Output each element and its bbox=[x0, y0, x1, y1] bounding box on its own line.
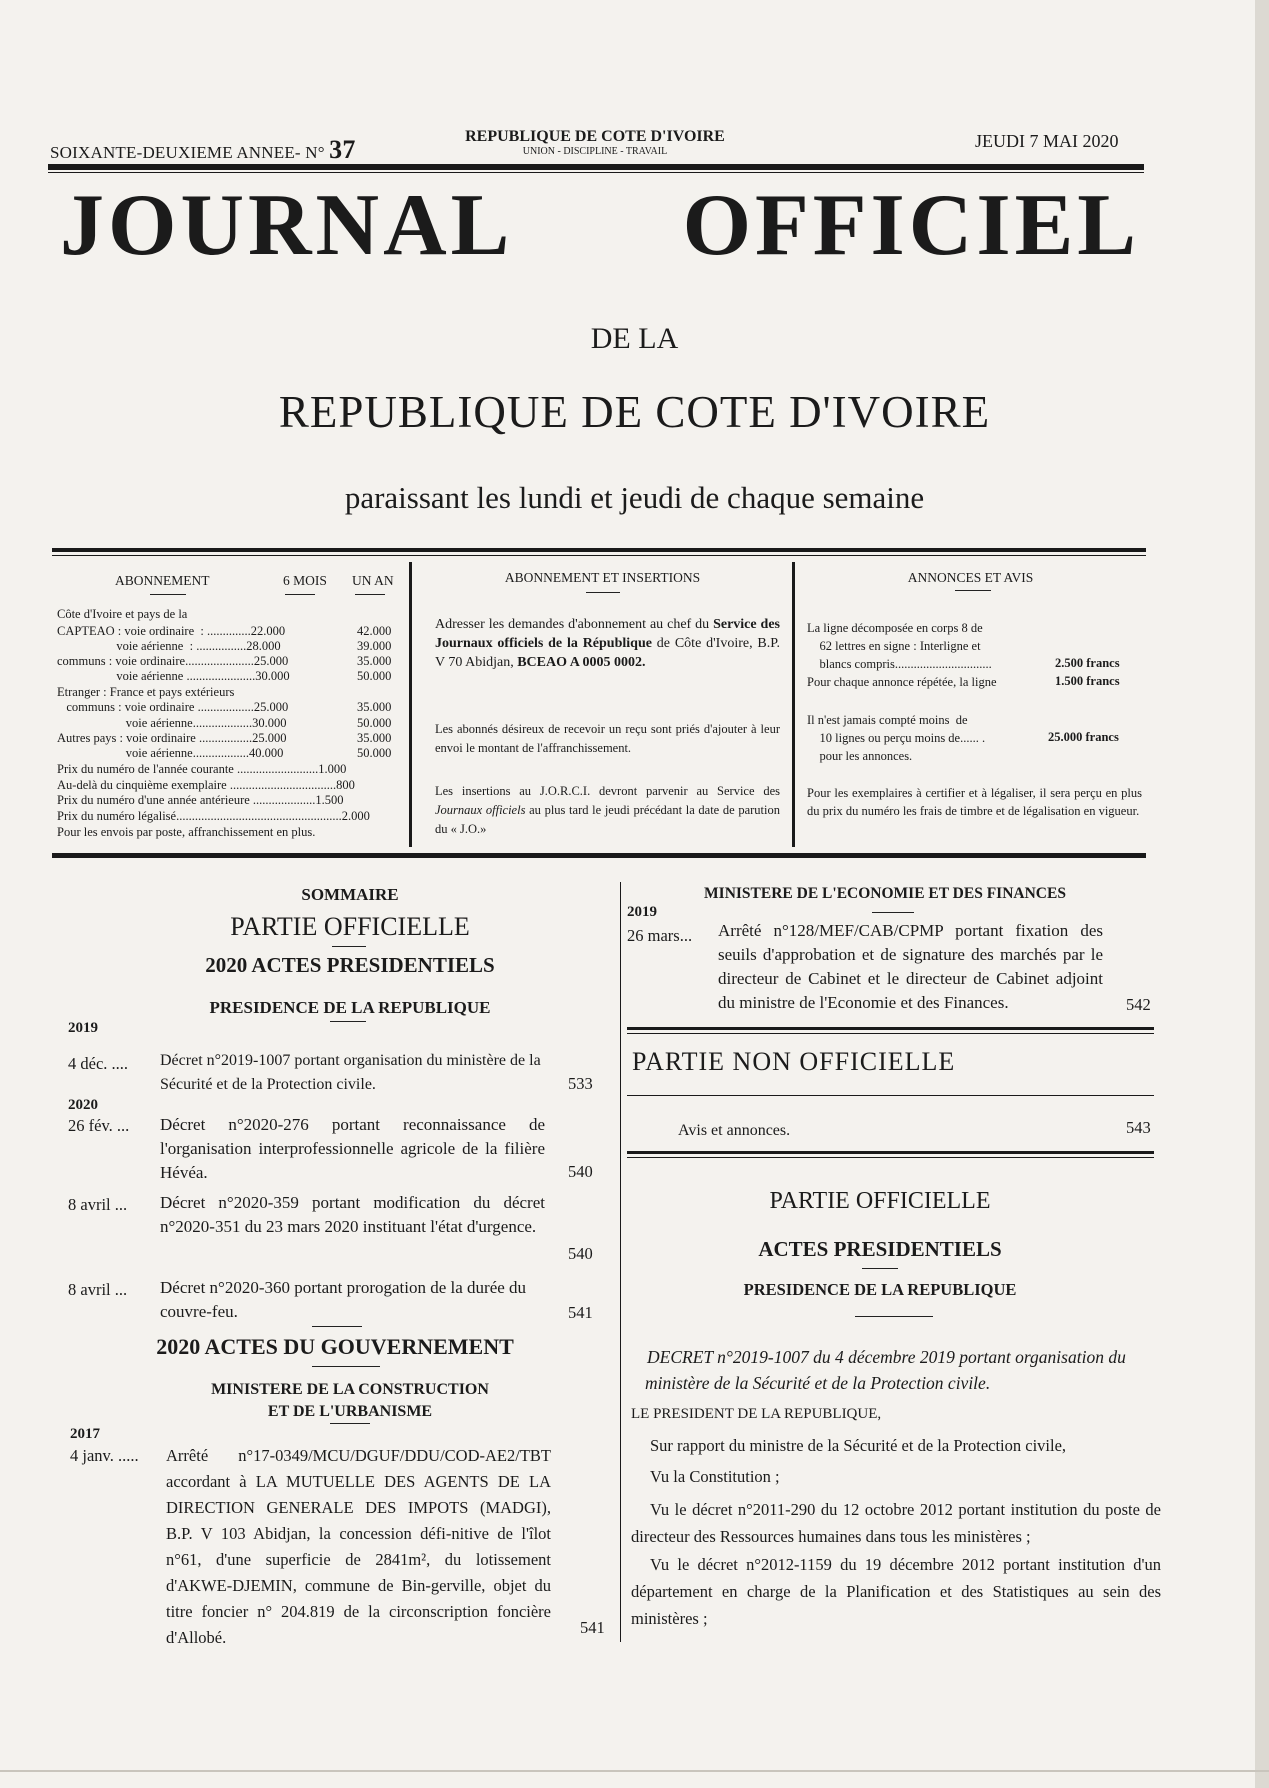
masthead-de-la: DE LA bbox=[590, 322, 679, 355]
subscription-row-label: Prix du numéro d'une année antérieure ....................1.500 bbox=[57, 793, 344, 807]
ministry-economy: MINISTERE DE L'ECONOMIE ET DES FINANCES bbox=[704, 885, 1066, 902]
annonces-l3-price: 2.500 francs bbox=[1055, 656, 1120, 670]
edition-line bbox=[50, 135, 356, 165]
annonces-l5: Il n'est jamais compté moins de bbox=[807, 713, 968, 727]
insertions-p1-a: Adresser les demandes d'abonnement au chef du bbox=[435, 617, 714, 632]
subscription-6m-underline bbox=[285, 594, 315, 595]
right-partie-officielle: PARTIE OFFICIELLE bbox=[769, 1188, 991, 1214]
insertions-p1 bbox=[435, 615, 780, 672]
subscription-row bbox=[57, 716, 402, 730]
entry-page: 540 bbox=[568, 1244, 593, 1263]
entry-date: 8 avril ... bbox=[68, 1280, 128, 1299]
subscription-header: ABONNEMENT bbox=[115, 573, 210, 588]
page-edge bbox=[1255, 0, 1269, 1788]
subscription-row-label: voie aérienne ......................30.000 bbox=[57, 669, 290, 683]
annonces-l6: 10 lignes ou perçu moins de...... . bbox=[807, 731, 986, 745]
subscription-row-year-value: 50.000 bbox=[357, 746, 392, 760]
insertions-p3-a: Les insertions au J.O.R.C.I. devront parvenir au Service des bbox=[435, 784, 780, 798]
insertions-p1-b: Service des Journaux officiels de la République bbox=[435, 617, 780, 651]
box-bottom-rule bbox=[52, 853, 1146, 858]
insertions-p1-d: BCEAO A 0005 0002. bbox=[517, 655, 646, 670]
sommaire-partie: PARTIE OFFICIELLE bbox=[230, 912, 470, 941]
body-para: Vu la Constitution ; bbox=[650, 1467, 780, 1486]
masthead-title: JOURNAL OFFICIEL bbox=[60, 177, 1140, 274]
subscription-row-year-value: 42.000 bbox=[357, 624, 392, 638]
annonces-l8: Pour les exemplaires à certifier et à légaliser, il sera perçu en plus du prix du numéro les frais de timbre et de légalisation en vigueur. bbox=[807, 786, 1142, 818]
right-actes-underline bbox=[862, 1268, 898, 1269]
header-rule-thick bbox=[48, 164, 1144, 170]
year-label: 2019 bbox=[68, 1020, 98, 1036]
entry-date: 4 déc. .... bbox=[68, 1054, 129, 1073]
entry-date: 8 avril ... bbox=[68, 1195, 128, 1214]
annonces-l7: pour les annonces. bbox=[807, 749, 913, 763]
subscription-row-label: Autres pays : voie ordinaire .................25.000 bbox=[57, 731, 287, 745]
sommaire-actes: 2020 ACTES PRESIDENTIELS bbox=[205, 953, 495, 977]
subscription-row bbox=[57, 762, 402, 776]
body-para: Vu le décret n°2011-290 du 12 octobre 2012 portant institution du poste de directeur des Ressources humaines dans tous les ministères ; bbox=[631, 1500, 1161, 1546]
entry-text: Décret n°2020-276 portant reconnaissance de l'organisation interprofessionnelle agricole de la filière Hévéa. bbox=[160, 1115, 545, 1182]
subscription-row bbox=[57, 669, 402, 683]
subscription-row bbox=[57, 793, 402, 807]
entry-date: 26 fév. ... bbox=[68, 1116, 130, 1135]
subscription-row bbox=[57, 639, 402, 653]
subscription-row-label: Au-delà du cinquième exemplaire ..................................800 bbox=[57, 778, 355, 792]
header-rule-thin bbox=[48, 172, 1144, 173]
insertions-p1-c: de Côte d'Ivoire, B.P. V 70 Abidjan, bbox=[435, 636, 780, 670]
subscription-row-label: Prix du numéro de l'année courante ..........................1.000 bbox=[57, 762, 347, 776]
annonces-l3: blancs compris............................... bbox=[807, 657, 992, 671]
year-label: 2019 bbox=[627, 904, 657, 920]
subscription-row bbox=[57, 624, 402, 638]
masthead-country: REPUBLIQUE DE COTE D'IVOIRE bbox=[278, 387, 991, 437]
subscription-row bbox=[57, 700, 402, 714]
subscription-row-label: Pour les envois par poste, affranchissement en plus. bbox=[57, 825, 316, 839]
subscription-header-1y: UN AN bbox=[352, 573, 394, 588]
edition-number: 37 bbox=[329, 135, 356, 164]
entry-page: 542 bbox=[1126, 995, 1151, 1014]
non-off-rule-bottom bbox=[627, 1151, 1154, 1154]
subscription-row bbox=[57, 809, 402, 823]
box-divider-2 bbox=[792, 562, 795, 847]
edition-prefix: SOIXANTE-DEUXIEME ANNEE- N° bbox=[50, 143, 325, 162]
entry-page: 533 bbox=[568, 1074, 593, 1093]
subscription-row-label: communs : voie ordinaire......................25.000 bbox=[57, 654, 289, 668]
entry-date: 26 mars... bbox=[627, 926, 693, 945]
insertions-p3-b: Journaux officiels bbox=[435, 803, 526, 817]
insertions-header: ABONNEMENT ET INSERTIONS bbox=[504, 570, 701, 585]
subscription-row-label: voie aérienne...................30.000 bbox=[57, 716, 287, 730]
entry-underline bbox=[312, 1326, 362, 1327]
right-actes: ACTES PRESIDENTIELS bbox=[758, 1237, 1002, 1261]
subscription-row-label: CAPTEAO : voie ordinaire : ..............22.000 bbox=[57, 624, 286, 638]
subscription-1y-underline bbox=[355, 594, 385, 595]
entry-page: 540 bbox=[568, 1162, 593, 1181]
subscription-row bbox=[57, 825, 402, 839]
annonces-header: ANNONCES ET AVIS bbox=[907, 570, 1034, 585]
year-label: 2017 bbox=[70, 1426, 100, 1442]
subscription-header-6m: 6 MOIS bbox=[283, 573, 327, 588]
entry-text: Décret n°2020-360 portant prorogation de la durée du couvre-feu. bbox=[160, 1278, 527, 1321]
subscription-row-year-value: 50.000 bbox=[357, 669, 392, 683]
column-divider bbox=[620, 882, 621, 1642]
subscription-row-label: Côte d'Ivoire et pays de la bbox=[57, 607, 188, 621]
right-presidence: PRESIDENCE DE LA REPUBLIQUE bbox=[743, 1280, 1017, 1299]
subscription-row-label: communs : voie ordinaire ..................25.000 bbox=[57, 700, 289, 714]
body-para: Sur rapport du ministre de la Sécurité et de la Protection civile, bbox=[650, 1436, 1067, 1455]
partie-non-officielle: PARTIE NON OFFICIELLE bbox=[632, 1047, 956, 1076]
subscription-row-label: Prix du numéro légalisé.....................................................2.000 bbox=[57, 809, 370, 823]
subscription-row-label: voie aérienne : ................28.000 bbox=[57, 639, 281, 653]
subscription-row bbox=[57, 731, 402, 745]
subscription-row bbox=[57, 654, 402, 668]
gouvernement-title: 2020 ACTES DU GOUVERNEMENT bbox=[156, 1334, 514, 1359]
non-off-rule-mid bbox=[627, 1095, 1154, 1096]
subscription-row-year-value: 39.000 bbox=[357, 639, 392, 653]
masthead-frequency: paraissant les lundi et jeudi de chaque semaine bbox=[344, 480, 925, 515]
gouvernement-underline bbox=[312, 1366, 380, 1367]
republic-name: REPUBLIQUE DE COTE D'IVOIRE bbox=[465, 128, 725, 145]
insertions-p3 bbox=[435, 782, 780, 839]
entry-page: 541 bbox=[580, 1618, 605, 1637]
entry-text: Décret n°2019-1007 portant organisation du ministère de la Sécurité et de la Protection civile. bbox=[160, 1052, 541, 1093]
non-off-rule-bottom-thin bbox=[627, 1157, 1154, 1158]
entry-text: Arrêté n°128/MEF/CAB/CPMP portant fixation des seuils d'approbation et de signature des marchés par le directeur de Cabinet et le directeur de Cabinet adjoint du ministre de l'Economie et des Finances. bbox=[718, 921, 1103, 1012]
page-bottom-edge bbox=[0, 1770, 1269, 1772]
annonces-l4-price: 1.500 francs bbox=[1055, 674, 1120, 688]
right-presidence-underline bbox=[855, 1316, 933, 1317]
year-label: 2020 bbox=[68, 1097, 98, 1113]
subscription-row-label: voie aérienne..................40.000 bbox=[57, 746, 284, 760]
annonces-header-underline bbox=[955, 590, 991, 591]
subscription-header-underline bbox=[150, 594, 186, 595]
subscription-row-year-value: 35.000 bbox=[357, 654, 392, 668]
box-top-rule-thin bbox=[52, 555, 1146, 556]
sommaire-title: SOMMAIRE bbox=[301, 885, 399, 904]
decret-title: DECRET n°2019-1007 du 4 décembre 2019 portant organisation du ministère de la Sécurité et de la Protection civile. bbox=[645, 1347, 1126, 1393]
entry-text: Décret n°2020-359 portant modification du décret n°2020-351 du 23 mars 2020 instituant l'état d'urgence. bbox=[160, 1193, 545, 1236]
ministry-economy-underline bbox=[872, 912, 914, 913]
entry-page: 541 bbox=[568, 1303, 593, 1322]
non-off-rule-top bbox=[627, 1027, 1154, 1030]
issue-date: JEUDI 7 MAI 2020 bbox=[975, 131, 1119, 151]
annonces-l4: Pour chaque annonce répétée, la ligne bbox=[807, 675, 997, 689]
subscription-row bbox=[57, 778, 402, 792]
le-president: LE PRESIDENT DE LA REPUBLIQUE, bbox=[631, 1406, 882, 1422]
annonces-l1: La ligne décomposée en corps 8 de bbox=[807, 621, 983, 635]
subscription-row-label: Etranger : France et pays extérieurs bbox=[57, 685, 235, 699]
box-top-rule bbox=[52, 548, 1146, 552]
subscription-row bbox=[57, 685, 402, 699]
subscription-row bbox=[57, 607, 402, 621]
motto: UNION - DISCIPLINE - TRAVAIL bbox=[522, 146, 668, 157]
insertions-p3-c: au plus tard le jeudi précédant la date de parution du « J.O.» bbox=[435, 803, 780, 836]
insertions-header-underline bbox=[586, 592, 620, 593]
subscription-row-year-value: 50.000 bbox=[357, 716, 392, 730]
entry-text: Arrêté n°17-0349/MCU/DGUF/DDU/COD-AE2/TBT accordant à LA MUTUELLE DES AGENTS DE LA DIRECTION GENERALE DES IMPOTS (MADGI), B.P. V 103 Abidjan, la concession défi-nitive de l'îlot n°61, d'une superficie de 2841m², du lotissement d'AKWE-DJEMIN, commune de Bin-gerville, objet du titre foncier n° 204.819 de la circonscription foncière d'Allobé. bbox=[166, 1446, 551, 1647]
subscription-row bbox=[57, 746, 402, 760]
annonces-l2: 62 lettres en signe : Interligne et bbox=[807, 639, 981, 653]
sommaire-partie-underline bbox=[332, 946, 366, 947]
ministry-construction-underline bbox=[330, 1423, 370, 1424]
sommaire-presidence: PRESIDENCE DE LA REPUBLIQUE bbox=[209, 998, 491, 1017]
avis-page: 543 bbox=[1126, 1118, 1151, 1137]
subscription-row-year-value: 35.000 bbox=[357, 700, 392, 714]
subscription-row-year-value: 35.000 bbox=[357, 731, 392, 745]
ministry-construction-1: MINISTERE DE LA CONSTRUCTION bbox=[211, 1381, 489, 1398]
avis-annonces: Avis et annonces. bbox=[678, 1122, 791, 1139]
insertions-p2: Les abonnés désireux de recevoir un reçu sont priés d'ajouter à leur envoi le montant de l'affranchissement. bbox=[435, 722, 780, 755]
ministry-construction-2: ET DE L'URBANISME bbox=[267, 1403, 433, 1420]
box-divider-1 bbox=[409, 562, 412, 847]
annonces-l6-price: 25.000 francs bbox=[1048, 730, 1119, 744]
entry-date: 4 janv. ..... bbox=[70, 1446, 139, 1465]
non-off-rule-top-thin bbox=[627, 1033, 1154, 1034]
republic-header bbox=[440, 128, 750, 157]
body-para: Vu le décret n°2012-1159 du 19 décembre 2012 portant institution d'un département en charge de la Planification et des Statistiques au sein des ministères ; bbox=[631, 1555, 1161, 1628]
sommaire-presidence-underline bbox=[330, 1021, 366, 1022]
